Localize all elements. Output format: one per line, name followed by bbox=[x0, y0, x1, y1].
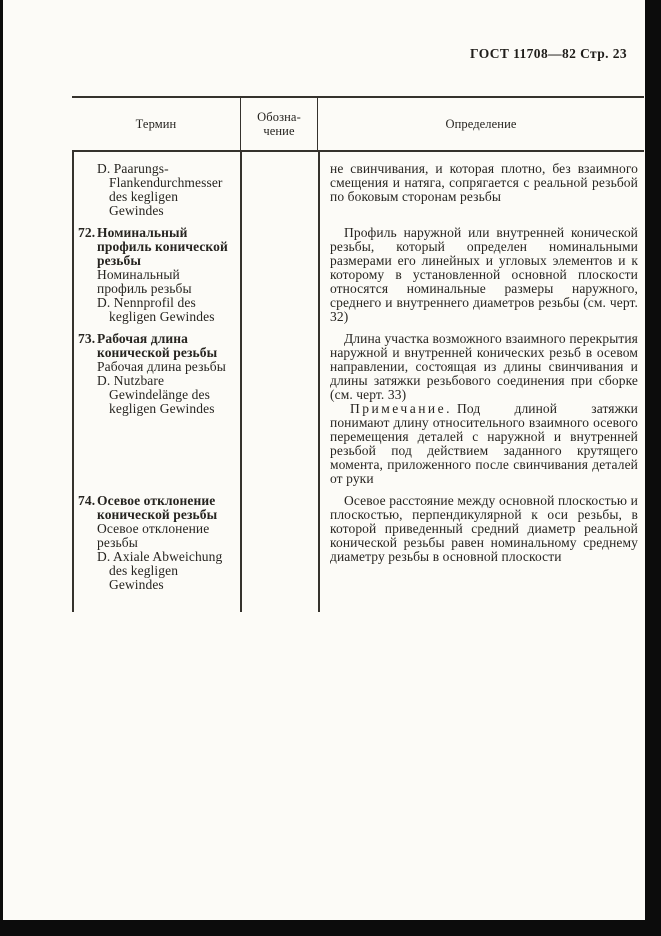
entry-number: 74. bbox=[78, 493, 96, 508]
term-cell bbox=[72, 226, 240, 324]
table-row bbox=[72, 494, 644, 592]
designation-header-line2: чение bbox=[263, 124, 295, 138]
definition-paragraph: Осевое расстояние между основной плоскостью и плоскостью, перпендикулярной к оси резьбы, в которой приведенный средний диаметр реальной конической резьбы равен номинальному среднему диаметру резьбы в основной плоскости bbox=[330, 493, 638, 564]
designation-right-rule bbox=[318, 152, 320, 612]
table-row bbox=[72, 162, 644, 218]
terms-table bbox=[72, 96, 644, 612]
designation-cell bbox=[240, 226, 318, 324]
term-russian-short: Осевое отклонение резьбы bbox=[97, 521, 210, 550]
note-text: Под длиной затяжки понимают длину относительного взаимного осевого перемещения деталей с наружной и внутренней резьбой под действием заданного крутящего момента, приложенного после свинчивания деталей от руки bbox=[330, 401, 638, 486]
definition-paragraph: не свинчивания, и которая плотно, без взаимного смещения и натяга, сопрягается с реальной резьбой по боковым сторонам резьбы bbox=[330, 161, 638, 204]
definition-cell bbox=[318, 226, 644, 324]
term-russian-main: Рабочая длина конической резьбы bbox=[97, 331, 218, 360]
designation-cell bbox=[240, 162, 318, 218]
term-russian-short: Рабочая длина резьбы bbox=[97, 359, 226, 374]
column-header-term: Термин bbox=[135, 117, 177, 131]
entry-number: 73. bbox=[78, 331, 96, 346]
term-russian-main: Номинальный профиль конической резьбы bbox=[97, 225, 228, 268]
definition-cell bbox=[318, 332, 644, 486]
definition-cell bbox=[318, 162, 644, 218]
term-cell bbox=[72, 162, 240, 218]
term-german: D. Paarungs-Flankendurchmesser des kegligen Gewindes bbox=[97, 161, 223, 218]
table-row bbox=[72, 226, 644, 324]
table-header-row bbox=[72, 98, 644, 152]
definition-note bbox=[330, 402, 638, 486]
term-cell bbox=[72, 332, 240, 486]
definition-cell bbox=[318, 494, 644, 592]
page-header: ГОСТ 11708—82 Стр. 23 bbox=[470, 46, 627, 61]
term-russian-main: Осевое отклонение конической резьбы bbox=[97, 493, 218, 522]
term-german: D. Axiale Abweichung des kegligen Gewindes bbox=[97, 549, 223, 592]
table-row bbox=[72, 332, 644, 486]
designation-header-line1: Обозна- bbox=[257, 110, 301, 124]
designation-cell bbox=[240, 494, 318, 592]
definition-paragraph: Профиль наружной или внутренней конической резьбы, который определен номинальными размерами его линейных и угловых элементов и к которому в установленной основной плоскости относятся номинальные размеры наружного, среднего и внутреннего диаметров резьбы (см. черт. 32) bbox=[330, 225, 638, 324]
note-label: Примечание. bbox=[350, 401, 453, 416]
column-header-designation bbox=[240, 98, 318, 150]
scan-edge-bottom bbox=[0, 920, 661, 936]
term-cell bbox=[72, 494, 240, 592]
column-header-definition: Определение bbox=[445, 117, 517, 131]
term-russian-short: Номинальный профиль резьбы bbox=[97, 267, 192, 296]
table-bottom-spacer bbox=[72, 600, 644, 612]
scan-edge-right bbox=[645, 0, 661, 936]
designation-cell bbox=[240, 332, 318, 486]
definition-paragraph: Длина участка возможного взаимного перекрытия наружной и внутренней конических резьб в осевом направлении, состоящая из длины свинчивания и длины затяжки резьбового соединения при сборке (см. черт. 33) bbox=[330, 331, 638, 402]
designation-left-rule bbox=[240, 152, 242, 612]
scan-edge-left bbox=[0, 0, 3, 936]
table-body bbox=[72, 152, 644, 612]
term-german: D. Nutzbare Gewindelänge des kegligen Gewindes bbox=[97, 373, 215, 416]
entry-number: 72. bbox=[78, 225, 96, 240]
term-german: D. Nennprofil des kegligen Gewindes bbox=[97, 295, 215, 324]
